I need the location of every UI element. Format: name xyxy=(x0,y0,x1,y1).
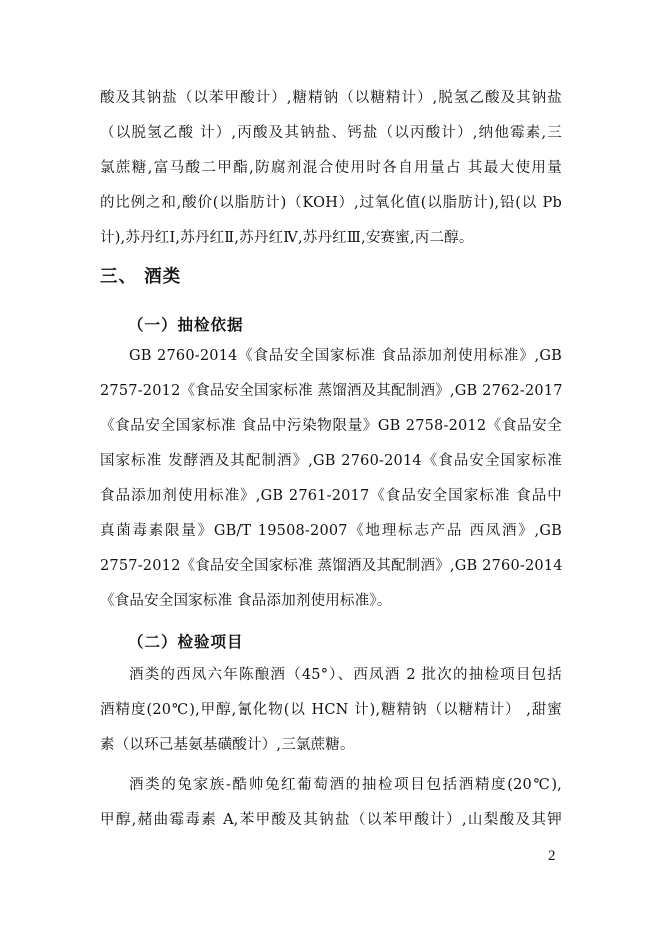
paragraph-line: 食品添加剂使用标准》,GB 2761-2017《食品安全国家标准 食品中 xyxy=(100,488,562,504)
subsection-heading: （二）检验项目 xyxy=(128,633,244,651)
paragraph-line: 的比例之和,酸价(以脂肪计)（KOH）,过氧化值(以脂肪计),铅(以 Pb xyxy=(100,195,562,211)
paragraph-line: 酸及其钠盐（以苯甲酸计）,糖精钠（以糖精计）,脱氢乙酸及其钠盐 xyxy=(100,90,562,106)
paragraph-line: 2757-2012《食品安全国家标准 蒸馏酒及其配制酒》,GB 2762-2017 xyxy=(100,383,563,399)
paragraph-line: 酒类的兔家族-酷帅兔红葡萄酒的抽检项目包括酒精度(20℃), xyxy=(129,777,562,793)
paragraph-line: 素（以环己基氨基磺酸计）,三氯蔗糖。 xyxy=(100,737,355,753)
paragraph-line: 计),苏丹红Ⅰ,苏丹红Ⅱ,苏丹红Ⅳ,苏丹红Ⅲ,安赛蜜,丙二醇。 xyxy=(100,230,474,246)
section-heading: 三、 酒类 xyxy=(100,267,182,287)
paragraph-line: 《食品安全国家标准 食品添加剂使用标准》。 xyxy=(100,593,392,609)
paragraph-line: 2757-2012《食品安全国家标准 蒸馏酒及其配制酒》,GB 2760-2014 xyxy=(100,558,563,574)
paragraph-line: GB 2760-2014《食品安全国家标准 食品添加剂使用标准》,GB xyxy=(129,348,562,364)
paragraph-line: 国家标准 发酵酒及其配制酒》,GB 2760-2014《食品安全国家标准 xyxy=(100,453,562,469)
subsection-heading: （一）抽检依据 xyxy=(128,316,244,334)
paragraph-line: （以脱氢乙酸 计）,丙酸及其钠盐、钙盐（以丙酸计）,纳他霉素,三 xyxy=(100,125,562,141)
page-number: 2 xyxy=(548,848,556,864)
paragraph-line: 真菌毒素限量》GB/T 19508-2007《地理标志产品 西凤酒》,GB xyxy=(100,523,562,539)
paragraph-line: 酒类的西凤六年陈酿酒（45°）、西凤酒 2 批次的抽检项目包括 xyxy=(129,667,562,683)
paragraph-line: 氯蔗糖,富马酸二甲酯,防腐剂混合使用时各自用量占 其最大使用量 xyxy=(100,160,562,176)
paragraph-line: 甲醇,赭曲霉毒素 A,苯甲酸及其钠盐（以苯甲酸计）,山梨酸及其钾 xyxy=(100,812,562,828)
paragraph-line: 《食品安全国家标准 食品中污染物限量》GB 2758-2012《食品安全 xyxy=(100,418,562,434)
paragraph-line: 酒精度(20℃),甲醇,氰化物(以 HCN 计),糖精钠（以糖精计） ,甜蜜 xyxy=(100,702,562,718)
